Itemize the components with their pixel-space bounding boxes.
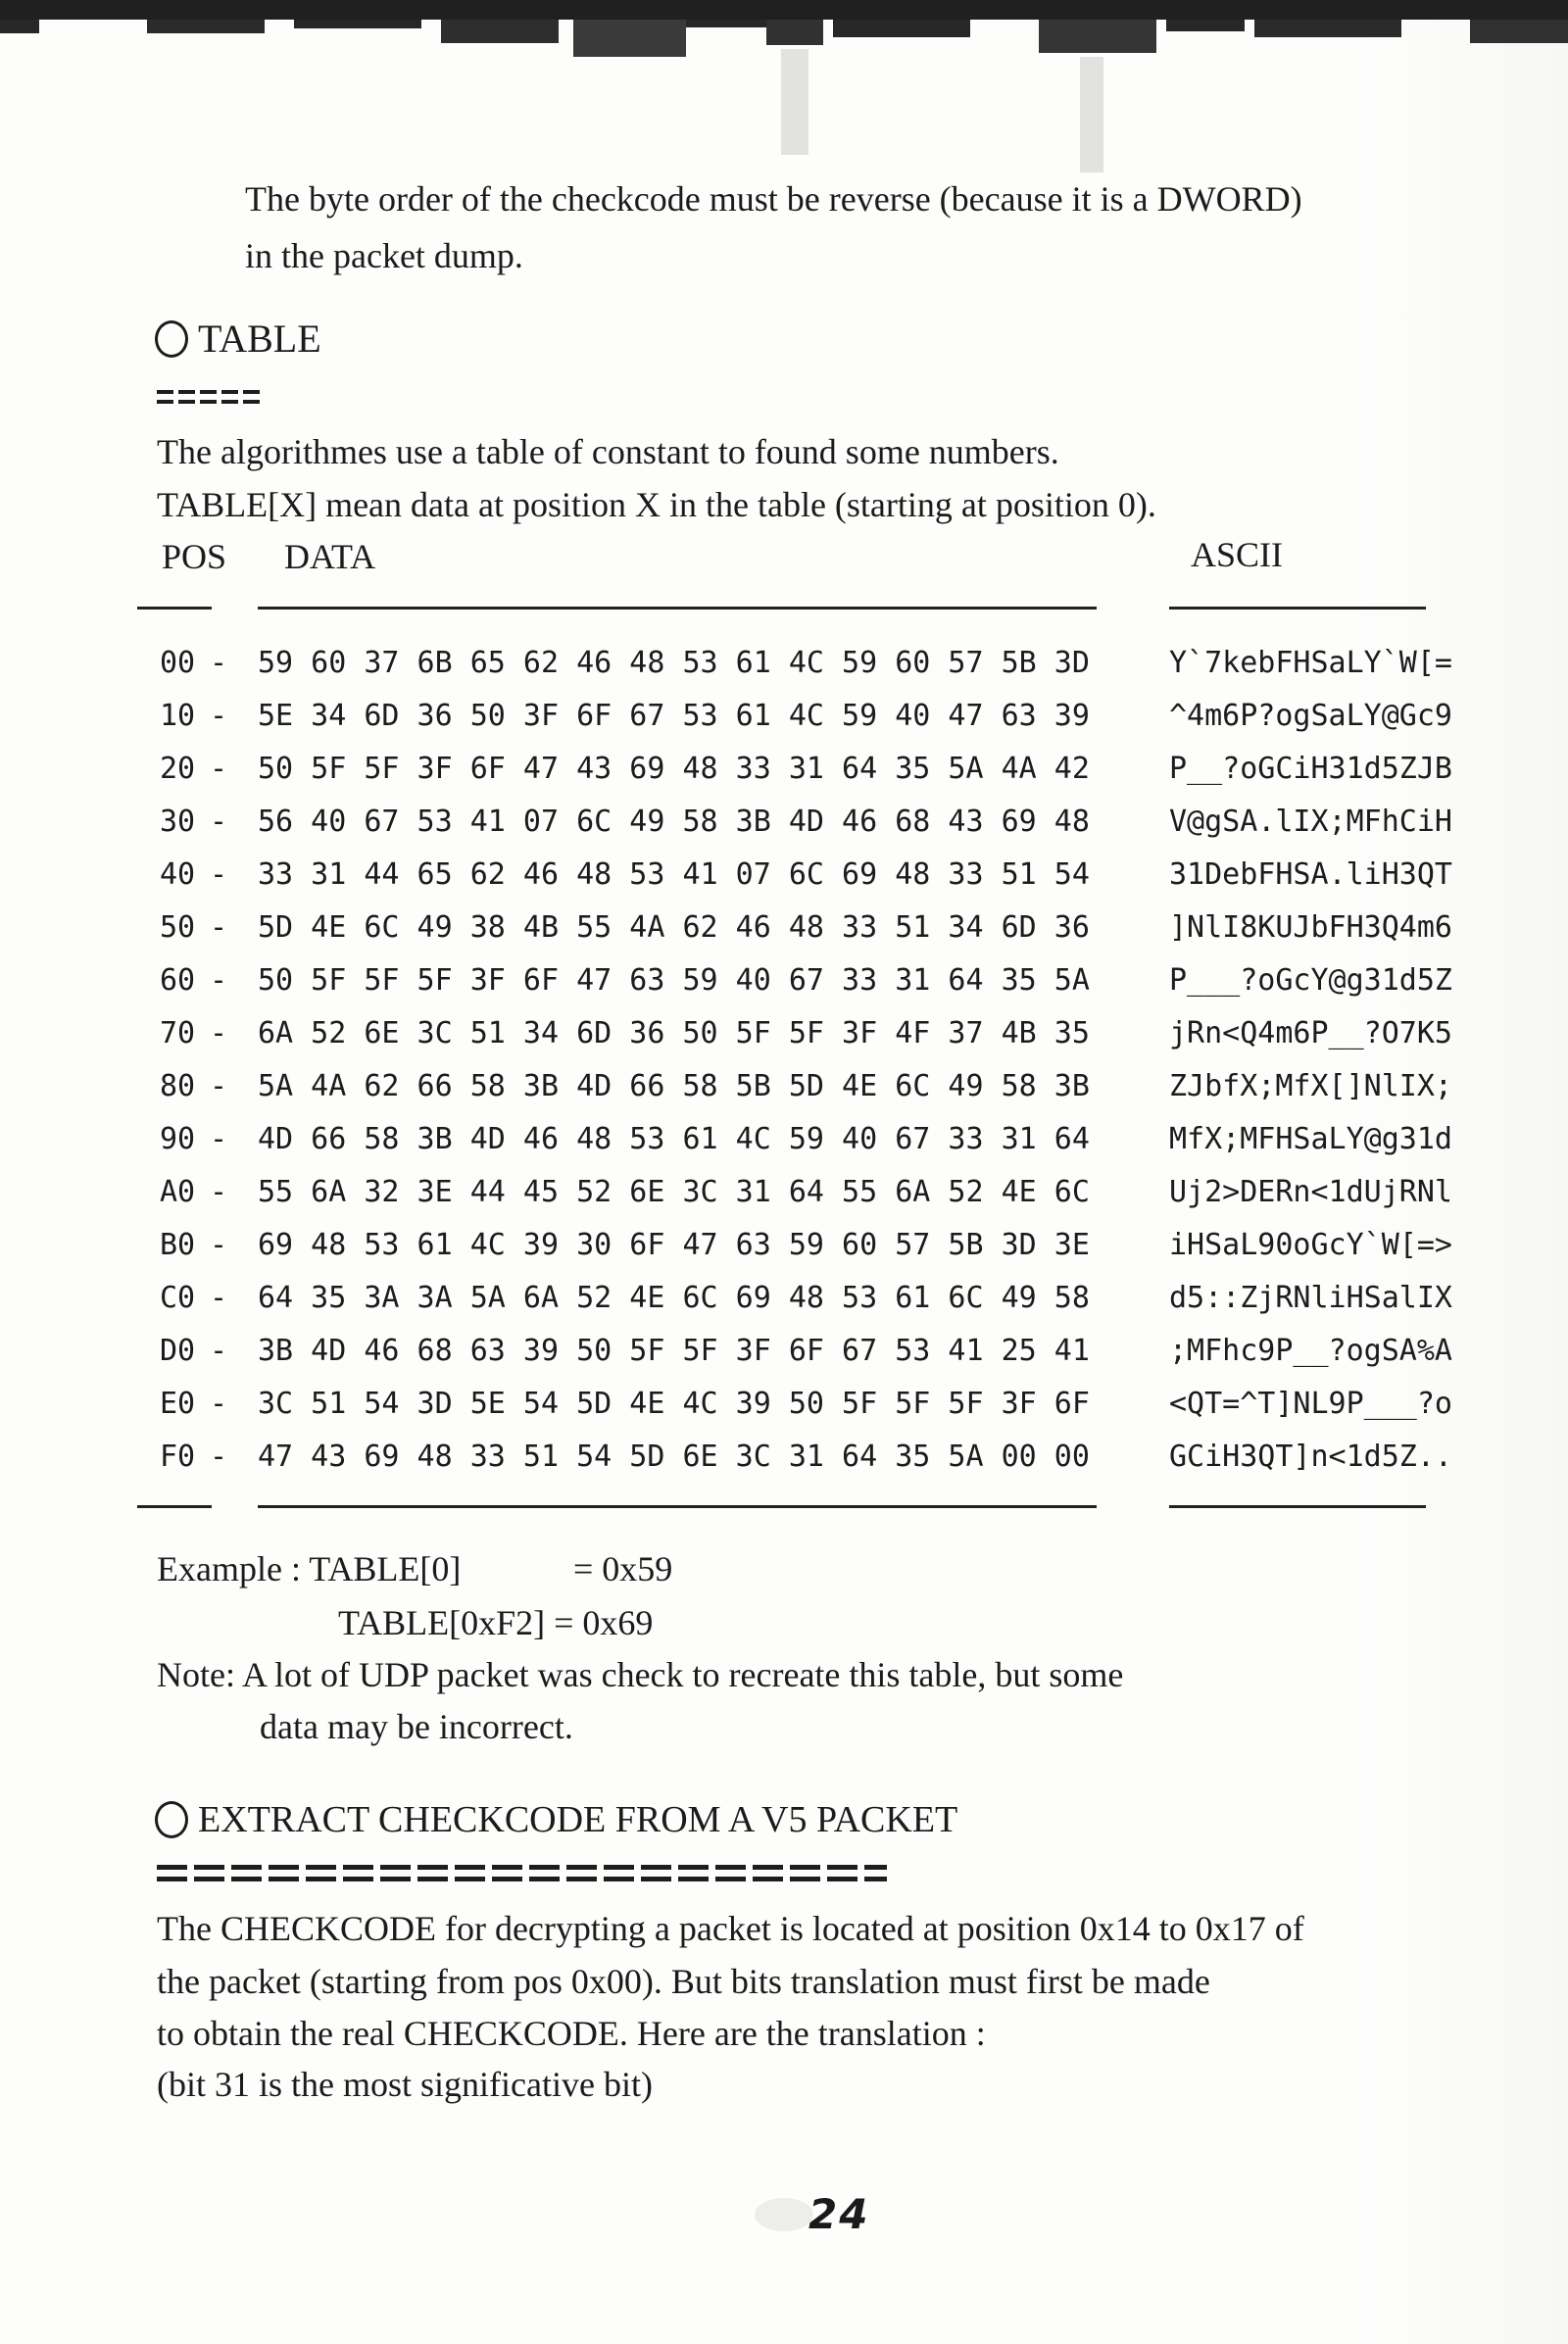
scan-artifact-chunk bbox=[294, 20, 421, 28]
hex-row-B0 bbox=[0, 1219, 1568, 1272]
table-rule-bottom-pos bbox=[137, 1505, 212, 1508]
scan-artifact-chunk bbox=[1039, 20, 1156, 53]
row-pos: 60 bbox=[160, 963, 196, 998]
extract-body-2: the packet (starting from pos 0x00). But bits translation must first be made bbox=[157, 1962, 1210, 2001]
scan-artifact-chunk bbox=[1254, 20, 1401, 37]
row-pos: 30 bbox=[160, 805, 196, 839]
row-hex-bytes: 47 43 69 48 33 51 54 5D 6E 3C 31 64 35 5A 00 00 bbox=[258, 1440, 1090, 1474]
column-header-ascii: ASCII bbox=[1191, 535, 1284, 574]
row-pos: F0 bbox=[160, 1440, 196, 1474]
hex-row-F0 bbox=[0, 1431, 1568, 1484]
example-line-1-value: = 0x59 bbox=[573, 1549, 673, 1588]
table-rule-bottom-ascii bbox=[1169, 1505, 1426, 1508]
scan-artifact-top-edge bbox=[0, 0, 1568, 20]
row-ascii: jRn<Q4m6P__?O7K5 bbox=[1169, 1016, 1452, 1050]
row-hex-bytes: 50 5F 5F 3F 6F 47 43 69 48 33 31 64 35 5A 4A 42 bbox=[258, 752, 1090, 786]
row-ascii: ZJbfX;MfX[]NlIX; bbox=[1169, 1069, 1452, 1103]
row-separator: - bbox=[210, 1387, 228, 1421]
row-hex-bytes: 3B 4D 46 68 63 39 50 5F 5F 3F 6F 67 53 41 25 41 bbox=[258, 1334, 1090, 1368]
underline-bar bbox=[157, 1877, 887, 1881]
hex-row-D0 bbox=[0, 1325, 1568, 1378]
scan-artifact-streak bbox=[781, 49, 808, 155]
scan-artifact-chunk bbox=[1166, 20, 1245, 31]
row-hex-bytes: 4D 66 58 3B 4D 46 48 53 61 4C 59 40 67 33 31 64 bbox=[258, 1122, 1090, 1156]
hex-row-60 bbox=[0, 954, 1568, 1007]
extract-section-heading bbox=[155, 1798, 957, 1842]
row-separator: - bbox=[210, 1228, 228, 1262]
row-ascii: V@gSA.lIX;MFhCiH bbox=[1169, 805, 1452, 839]
hex-row-E0 bbox=[0, 1378, 1568, 1431]
row-hex-bytes: 5E 34 6D 36 50 3F 6F 67 53 61 4C 59 40 47 63 39 bbox=[258, 699, 1090, 733]
row-separator: - bbox=[210, 699, 228, 733]
row-ascii: GCiH3QT]n<1d5Z.. bbox=[1169, 1440, 1452, 1474]
table-rule-bottom-data bbox=[258, 1505, 1097, 1508]
row-pos: B0 bbox=[160, 1228, 196, 1262]
circle-bullet-icon bbox=[155, 320, 188, 358]
extract-body-4: (bit 31 is the most significative bit) bbox=[157, 2065, 653, 2104]
row-pos: A0 bbox=[160, 1175, 196, 1209]
scan-artifact-chunk bbox=[1470, 20, 1568, 43]
row-hex-bytes: 33 31 44 65 62 46 48 53 41 07 6C 69 48 33 51 54 bbox=[258, 857, 1090, 892]
hex-row-A0 bbox=[0, 1166, 1568, 1219]
table-rule-top-ascii bbox=[1169, 607, 1426, 610]
scan-artifact-chunk bbox=[441, 20, 559, 43]
table-heading-label: TABLE bbox=[198, 317, 321, 361]
example-line-1: Example : TABLE[0] bbox=[157, 1549, 462, 1588]
underline-bar bbox=[157, 400, 261, 404]
scan-artifact-streak bbox=[1080, 57, 1103, 172]
row-pos: 00 bbox=[160, 646, 196, 680]
scan-artifact-smudge bbox=[755, 2198, 813, 2231]
circle-bullet-icon bbox=[155, 1801, 188, 1838]
scan-artifact-chunk bbox=[833, 20, 970, 37]
row-pos: 80 bbox=[160, 1069, 196, 1103]
row-ascii: ^4m6P?ogSaLY@Gc9 bbox=[1169, 699, 1452, 733]
row-separator: - bbox=[210, 857, 228, 892]
row-pos: 70 bbox=[160, 1016, 196, 1050]
row-hex-bytes: 5A 4A 62 66 58 3B 4D 66 58 5B 5D 4E 6C 49 58 3B bbox=[258, 1069, 1090, 1103]
row-ascii: Y`7kebFHSaLY`W[= bbox=[1169, 646, 1452, 680]
hex-row-20 bbox=[0, 743, 1568, 796]
row-ascii: <QT=^T]NL9P___?o bbox=[1169, 1387, 1452, 1421]
row-pos: D0 bbox=[160, 1334, 196, 1368]
row-pos: 50 bbox=[160, 910, 196, 945]
note-line-1: Note: A lot of UDP packet was check to recreate this table, but some bbox=[157, 1655, 1124, 1694]
row-hex-bytes: 5D 4E 6C 49 38 4B 55 4A 62 46 48 33 51 34 6D 36 bbox=[258, 910, 1090, 945]
row-separator: - bbox=[210, 1069, 228, 1103]
row-separator: - bbox=[210, 1016, 228, 1050]
row-ascii: MfX;MFHSaLY@g31d bbox=[1169, 1122, 1452, 1156]
row-pos: E0 bbox=[160, 1387, 196, 1421]
row-ascii: P__?oGCiH31d5ZJB bbox=[1169, 752, 1452, 786]
row-ascii: ]NlI8KUJbFH3Q4m6 bbox=[1169, 910, 1452, 945]
row-ascii: iHSaL90oGcY`W[=> bbox=[1169, 1228, 1452, 1262]
hex-row-70 bbox=[0, 1007, 1568, 1060]
row-pos: 20 bbox=[160, 752, 196, 786]
underline-bar bbox=[157, 390, 261, 394]
row-hex-bytes: 69 48 53 61 4C 39 30 6F 47 63 59 60 57 5B 3D 3E bbox=[258, 1228, 1090, 1262]
row-separator: - bbox=[210, 910, 228, 945]
hex-row-50 bbox=[0, 902, 1568, 954]
row-separator: - bbox=[210, 752, 228, 786]
row-separator: - bbox=[210, 1440, 228, 1474]
row-hex-bytes: 50 5F 5F 5F 3F 6F 47 63 59 40 67 33 31 64 35 5A bbox=[258, 963, 1090, 998]
row-ascii: ;MFhc9P__?ogSA%A bbox=[1169, 1334, 1452, 1368]
extract-body-3: to obtain the real CHECKCODE. Here are the translation : bbox=[157, 2014, 986, 2053]
row-pos: 90 bbox=[160, 1122, 196, 1156]
table-rule-top-pos bbox=[137, 607, 212, 610]
scan-artifact-chunk bbox=[573, 20, 686, 57]
hex-row-10 bbox=[0, 690, 1568, 743]
row-separator: - bbox=[210, 1334, 228, 1368]
row-hex-bytes: 6A 52 6E 3C 51 34 6D 36 50 5F 5F 3F 4F 37 4B 35 bbox=[258, 1016, 1090, 1050]
hex-row-C0 bbox=[0, 1272, 1568, 1325]
row-separator: - bbox=[210, 1175, 228, 1209]
row-separator: - bbox=[210, 1122, 228, 1156]
row-pos: 40 bbox=[160, 857, 196, 892]
hex-row-90 bbox=[0, 1113, 1568, 1166]
intro-line-1: The byte order of the checkcode must be reverse (because it is a DWORD) bbox=[245, 179, 1302, 219]
row-hex-bytes: 55 6A 32 3E 44 45 52 6E 3C 31 64 55 6A 52 4E 6C bbox=[258, 1175, 1090, 1209]
row-pos: C0 bbox=[160, 1281, 196, 1315]
row-ascii: 31DebFHSA.liH3QT bbox=[1169, 857, 1452, 892]
extract-body-1: The CHECKCODE for decrypting a packet is located at position 0x14 to 0x17 of bbox=[157, 1909, 1304, 1948]
row-separator: - bbox=[210, 646, 228, 680]
hex-row-00 bbox=[0, 637, 1568, 690]
underline-bar bbox=[157, 1865, 887, 1870]
extract-heading-underline bbox=[157, 1865, 887, 1888]
row-hex-bytes: 56 40 67 53 41 07 6C 49 58 3B 4D 46 68 43 69 48 bbox=[258, 805, 1090, 839]
table-description-2: TABLE[X] mean data at position X in the table (starting at position 0). bbox=[157, 485, 1156, 524]
table-rule-top-data bbox=[258, 607, 1097, 610]
scan-artifact-chunk bbox=[0, 20, 39, 33]
intro-line-2: in the packet dump. bbox=[245, 236, 523, 275]
row-separator: - bbox=[210, 1281, 228, 1315]
row-ascii: P___?oGcY@g31d5Z bbox=[1169, 963, 1452, 998]
row-separator: - bbox=[210, 963, 228, 998]
row-hex-bytes: 64 35 3A 3A 5A 6A 52 4E 6C 69 48 53 61 6C 49 58 bbox=[258, 1281, 1090, 1315]
table-section-heading bbox=[155, 316, 321, 362]
example-line-2: TABLE[0xF2] = 0x69 bbox=[338, 1603, 654, 1642]
hex-row-30 bbox=[0, 796, 1568, 849]
scan-artifact-chunk bbox=[147, 20, 265, 33]
table-heading-underline bbox=[157, 390, 261, 410]
scan-artifact-chunk bbox=[766, 20, 823, 45]
extract-heading-label: EXTRACT CHECKCODE FROM A V5 PACKET bbox=[198, 1799, 958, 1840]
row-ascii: Uj2>DERn<1dUjRNl bbox=[1169, 1175, 1452, 1209]
column-header-data: DATA bbox=[284, 537, 376, 576]
row-hex-bytes: 59 60 37 6B 65 62 46 48 53 61 4C 59 60 57 5B 3D bbox=[258, 646, 1090, 680]
row-separator: - bbox=[210, 805, 228, 839]
row-pos: 10 bbox=[160, 699, 196, 733]
page-number: 24 bbox=[808, 2190, 870, 2238]
hex-row-40 bbox=[0, 849, 1568, 902]
column-header-pos: POS bbox=[162, 537, 227, 576]
row-ascii: d5::ZjRNliHSalIX bbox=[1169, 1281, 1452, 1315]
row-hex-bytes: 3C 51 54 3D 5E 54 5D 4E 4C 39 50 5F 5F 5F 3F 6F bbox=[258, 1387, 1090, 1421]
hex-row-80 bbox=[0, 1060, 1568, 1113]
note-line-2: data may be incorrect. bbox=[260, 1707, 573, 1746]
table-description-1: The algorithmes use a table of constant to found some numbers. bbox=[157, 432, 1059, 471]
